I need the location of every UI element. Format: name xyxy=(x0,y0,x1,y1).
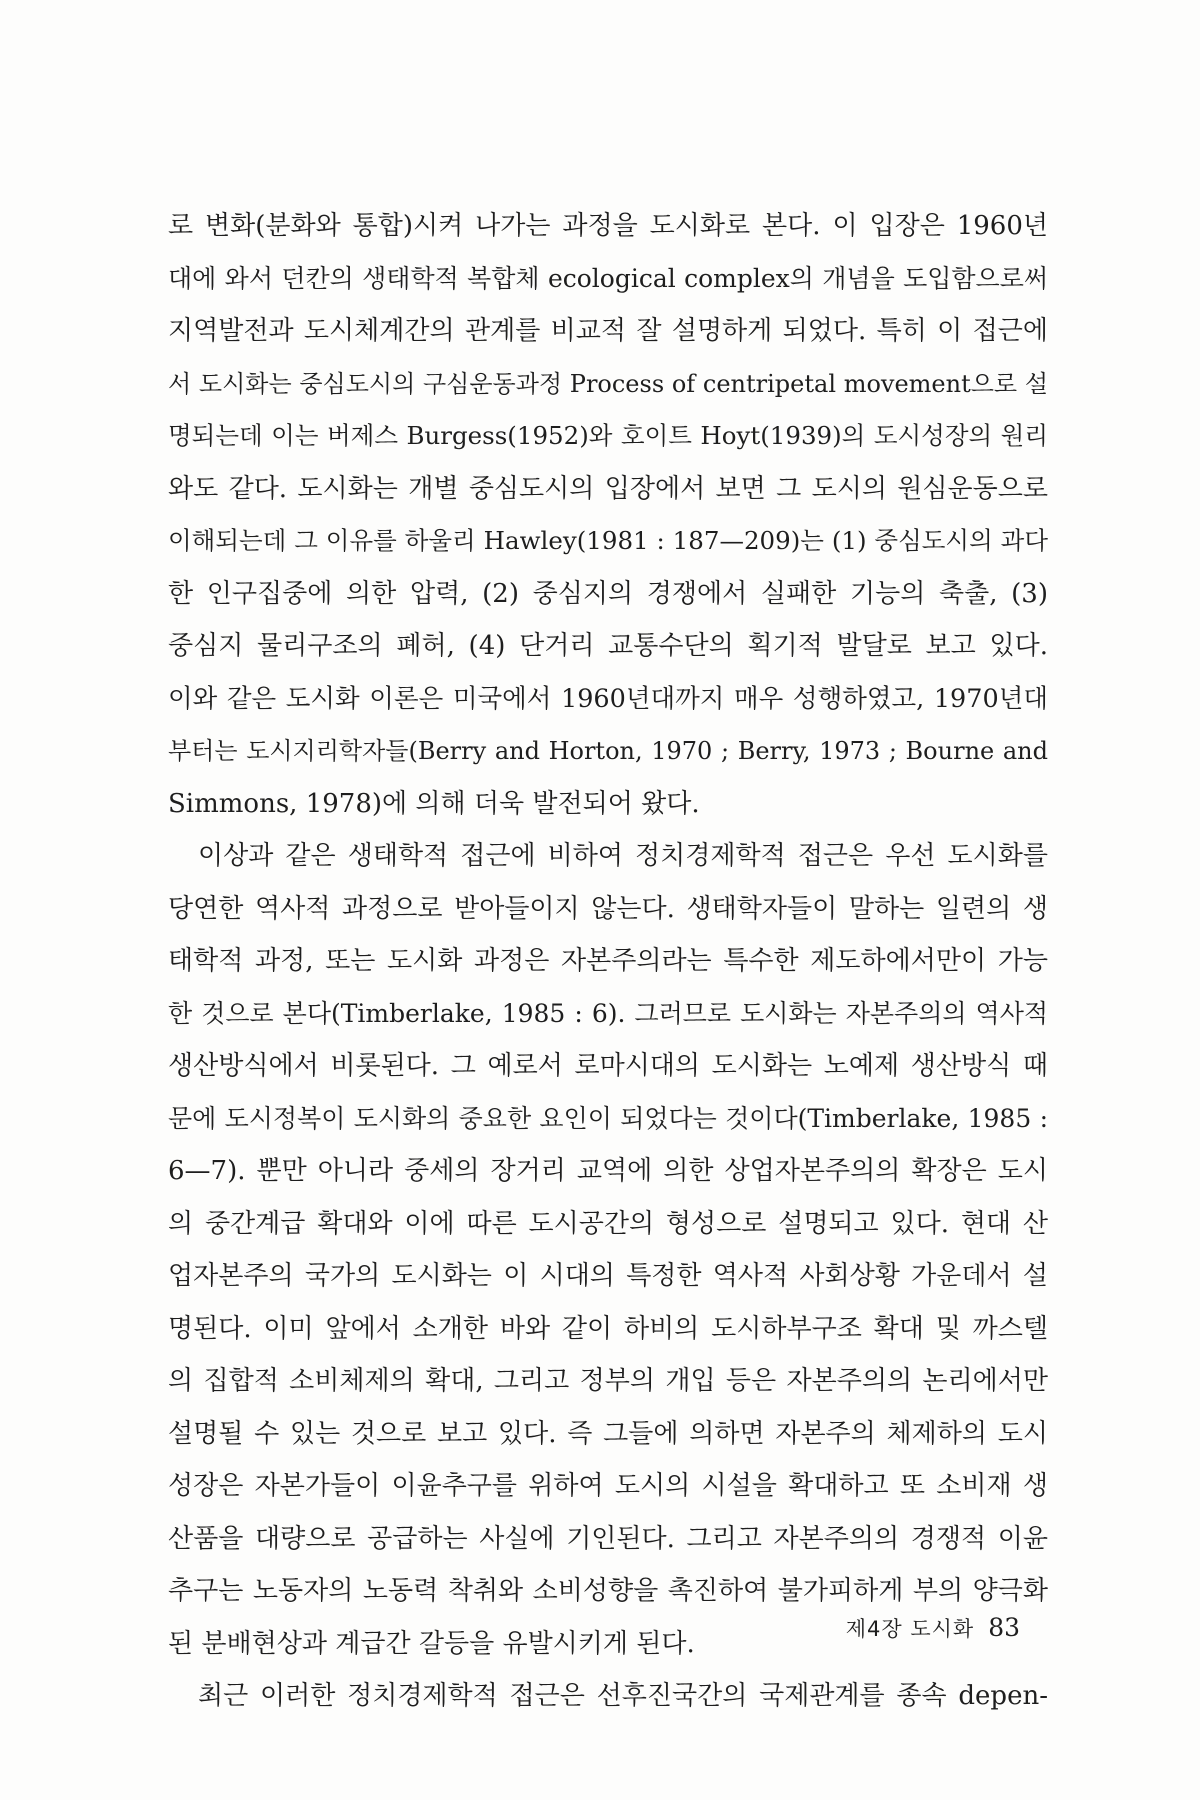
text-line: 이해되는데 그 이유를 하울리 Hawley(1981 : 187—209)는 (1) 중심도시의 과다 xyxy=(168,526,1048,555)
text-line: 성장은 자본가들이 이윤추구를 위하여 도시의 시설을 확대하고 또 소비재 생 xyxy=(168,1471,1048,1501)
paragraph-end-line: Simmons, 1978)에 의해 더욱 발전되어 왔다. xyxy=(168,788,700,819)
text-line: 문에 도시정복이 도시화의 중요한 요인이 되었다는 것이다(Timberlake, 1985 : xyxy=(168,1103,1048,1133)
text-line: 로 변화(분화와 통합)시켜 나가는 과정을 도시화로 본다. 이 입장은 1960년 xyxy=(168,211,1048,241)
text-line: 서 도시화는 중심도시의 구심운동과정 Process of centripetal movement으로 설 xyxy=(168,369,1048,398)
text-line: 부터는 도시지리학자들(Berry and Horton, 1970 ; Berry, 1973 ; Bourne and xyxy=(168,737,1048,765)
text-line: 산품을 대량으로 공급하는 사실에 기인된다. 그리고 자본주의의 경쟁적 이윤 xyxy=(168,1523,1048,1554)
text-line: 지역발전과 도시체계간의 관계를 비교적 잘 설명하게 되었다. 특히 이 접근에 xyxy=(168,316,1048,346)
paragraph-start-line: 이상과 같은 생태학적 접근에 비하여 정치경제학적 접근은 우선 도시화를 xyxy=(198,841,1048,871)
text-line: 추구는 노동자의 노동력 착취와 소비성향을 촉진하여 불가피하게 부의 양극화 xyxy=(168,1576,1048,1606)
text-line: 의 집합적 소비체제의 확대, 그리고 정부의 개입 등은 자본주의의 논리에서만 xyxy=(168,1366,1048,1396)
text-line: 설명될 수 있는 것으로 보고 있다. 즉 그들에 의하면 자본주의 체제하의 도시 xyxy=(168,1418,1048,1449)
body-text xyxy=(168,200,1048,1723)
text-line: 중심지 물리구조의 폐허, (4) 단거리 교통수단의 획기적 발달로 보고 있다. xyxy=(168,631,1048,661)
page-footer xyxy=(846,1613,1020,1643)
paragraph-start-line: 최근 이러한 정치경제학적 접근은 선후진국간의 국제관계를 종속 depen- xyxy=(198,1681,1048,1711)
text-line: 명된다. 이미 앞에서 소개한 바와 같이 하비의 도시하부구조 확대 및 까스텔 xyxy=(168,1313,1048,1344)
text-line: 태학적 과정, 또는 도시화 과정은 자본주의라는 특수한 제도하에서만이 가능 xyxy=(168,946,1048,976)
text-line: 업자본주의 국가의 도시화는 이 시대의 특정한 역사적 사회상황 가운데서 설 xyxy=(168,1261,1048,1291)
text-line: 당연한 역사적 과정으로 받아들이지 않는다. 생태학자들이 말하는 일련의 생 xyxy=(168,893,1048,924)
text-line: 한 인구집중에 의한 압력, (2) 중심지의 경쟁에서 실패한 기능의 축출, (3) xyxy=(168,578,1048,609)
paragraph-end-line: 된 분배현상과 계급간 갈등을 유발시키게 된다. xyxy=(168,1628,695,1659)
text-line: 명되는데 이는 버제스 Burgess(1952)와 호이트 Hoyt(1939)의 도시성장의 원리 xyxy=(168,421,1048,450)
text-line: 의 중간계급 확대와 이에 따른 도시공간의 형성으로 설명되고 있다. 현대 산 xyxy=(168,1208,1048,1239)
page-number: 83 xyxy=(988,1613,1020,1642)
text-line: 생산방식에서 비롯된다. 그 예로서 로마시대의 도시화는 노예제 생산방식 때 xyxy=(168,1051,1048,1081)
text-line: 와도 같다. 도시화는 개별 중심도시의 입장에서 보면 그 도시의 원심운동으로 xyxy=(168,473,1048,504)
text-line: 6—7). 뿐만 아니라 중세의 장거리 교역에 의한 상업자본주의의 확장은 도시 xyxy=(168,1156,1048,1186)
text-line: 대에 와서 던칸의 생태학적 복합체 ecological complex의 개념을 도입함으로써 xyxy=(168,263,1048,293)
text-line: 이와 같은 도시화 이론은 미국에서 1960년대까지 매우 성행하였고, 1970년대 xyxy=(168,683,1048,714)
text-line: 한 것으로 본다(Timberlake, 1985 : 6). 그러므로 도시화는 자본주의의 역사적 xyxy=(168,998,1048,1028)
running-footer-chapter: 제4장 도시화 xyxy=(845,1617,975,1641)
